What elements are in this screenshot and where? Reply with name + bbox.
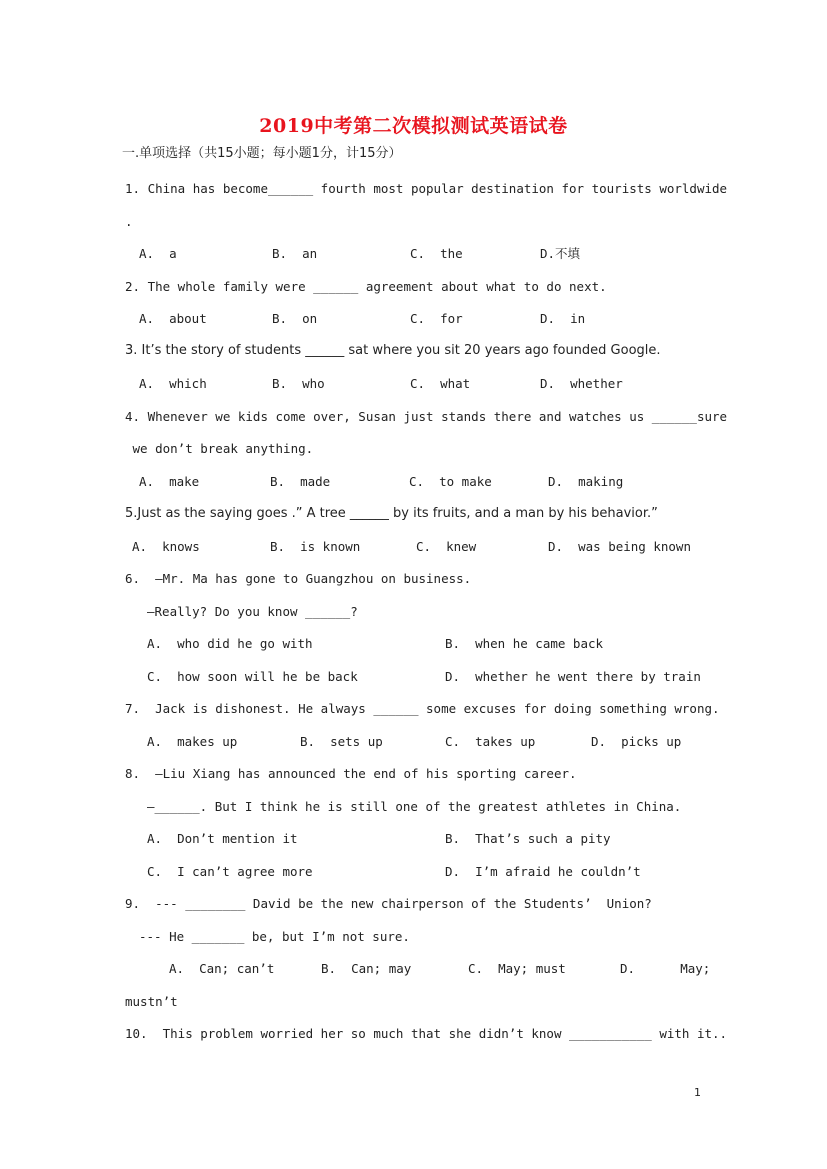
- question-4-stem-cont: we don’t break anything.: [125, 441, 314, 456]
- q9-option-c: C. May; must: [468, 961, 566, 976]
- question-3-stem: 3. It’s the story of students ______ sat where you sit 20 years ago founded Google.: [125, 343, 661, 358]
- q3-option-c: C. what: [410, 376, 471, 391]
- q4-option-c: C. to make: [409, 474, 492, 489]
- q9-option-a: A. Can; can’t: [169, 961, 275, 976]
- q7-option-c: C. takes up: [445, 734, 536, 749]
- q2-option-b: B. on: [272, 311, 318, 326]
- question-2-stem: 2. The whole family were ______ agreement about what to do next.: [125, 279, 607, 294]
- q2-option-a: A. about: [139, 311, 207, 326]
- question-7-stem: 7. Jack is dishonest. He always ______ some excuses for doing something wrong.: [125, 701, 720, 716]
- q8-option-c: C. I can’t agree more: [147, 864, 313, 879]
- q8-option-a: A. Don’t mention it: [147, 831, 298, 846]
- page-number: 1: [694, 1086, 701, 1099]
- q9-option-d: D. May;: [620, 961, 711, 976]
- question-9-stem: 9. --- ________ David be the new chairperson of the Students’ Union?: [125, 896, 652, 911]
- q4-option-b: B. made: [270, 474, 331, 489]
- q6-option-a: A. who did he go with: [147, 636, 313, 651]
- question-8-stem-cont: —______. But I think he is still one of the greatest athletes in China.: [147, 799, 682, 814]
- question-4-stem: 4. Whenever we kids come over, Susan just stands there and watches us ______sure: [125, 409, 728, 424]
- q4-option-d: D. making: [548, 474, 624, 489]
- q6-option-b: B. when he came back: [445, 636, 604, 651]
- q1-option-a: A. a: [139, 246, 177, 261]
- q2-option-c: C. for: [410, 311, 463, 326]
- question-1-stem-cont: .: [125, 214, 133, 229]
- q9-option-b: B. Can; may: [321, 961, 412, 976]
- question-6-stem: 6. —Mr. Ma has gone to Guangzhou on business.: [125, 571, 472, 586]
- section-heading: 一.单项选择（共15小题；每小题1分，计15分）: [122, 146, 402, 161]
- q1-option-d: D.不填: [540, 246, 581, 261]
- question-1-stem: 1. China has become______ fourth most popular destination for tourists worldwide: [125, 181, 728, 196]
- q2-option-d: D. in: [540, 311, 586, 326]
- q3-option-d: D. whether: [540, 376, 623, 391]
- q3-option-a: A. which: [139, 376, 207, 391]
- q7-option-d: D. picks up: [591, 734, 682, 749]
- q3-option-b: B. who: [272, 376, 325, 391]
- q8-option-b: B. That’s such a pity: [445, 831, 611, 846]
- q7-option-b: B. sets up: [300, 734, 383, 749]
- q9-option-d-cont: mustn’t: [125, 994, 178, 1009]
- q1-option-c: C. the: [410, 246, 463, 261]
- q6-option-d: D. whether he went there by train: [445, 669, 701, 684]
- exam-title: 2019中考第二次模拟测试英语试卷: [259, 115, 568, 137]
- q7-option-a: A. makes up: [147, 734, 238, 749]
- question-9-stem-cont: --- He _______ be, but I’m not sure.: [139, 929, 410, 944]
- question-5-stem: 5.Just as the saying goes .” A tree ______ by its fruits, and a man by his behavior.”: [125, 506, 658, 521]
- q5-option-d: D. was being known: [548, 539, 691, 554]
- q6-option-c: C. how soon will he be back: [147, 669, 358, 684]
- q1-option-b: B. an: [272, 246, 318, 261]
- q8-option-d: D. I’m afraid he couldn’t: [445, 864, 641, 879]
- q5-option-c: C. knew: [416, 539, 477, 554]
- question-8-stem: 8. —Liu Xiang has announced the end of his sporting career.: [125, 766, 577, 781]
- question-6-stem-cont: —Really? Do you know ______?: [147, 604, 358, 619]
- q5-option-b: B. is known: [270, 539, 361, 554]
- q5-option-a: A. knows: [132, 539, 200, 554]
- question-10-stem: 10. This problem worried her so much that she didn’t know ___________ with it..: [125, 1026, 728, 1041]
- q4-option-a: A. make: [139, 474, 200, 489]
